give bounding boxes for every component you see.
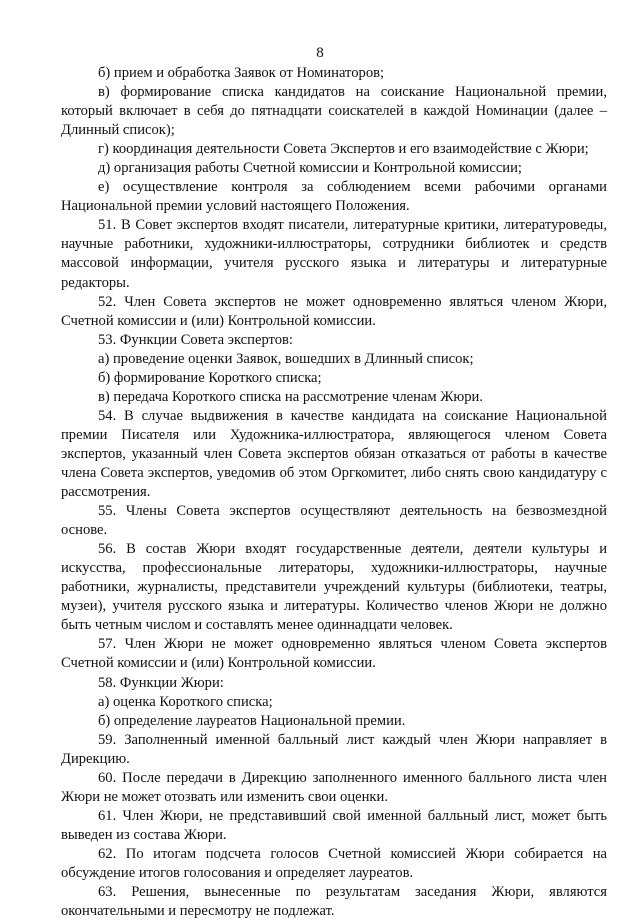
clause-53-b: б) формирование Короткого списка; bbox=[98, 369, 322, 386]
clause-58-b: б) определение лауреатов Национальной премии. bbox=[98, 712, 406, 729]
document-body bbox=[61, 64, 607, 921]
paragraph-g-coordination: г) координация деятельности Совета Экспертов и его взаимодействие с Жюри; bbox=[98, 141, 589, 158]
clause-53: 53. Функции Совета экспертов: bbox=[98, 331, 293, 348]
clause-56: 56. В состав Жюри входят государственные деятели, деятели культуры и искусства, профессиональные литераторы, художники-иллюстраторы, научные работники, журналисты, представители учреждений культуры (библиотеки, театры, музеи), учителя русского языка и литературы. Количество членов Жюри не должно быть четным числом и составлять менее одиннадцати человек. bbox=[61, 541, 607, 634]
paragraph-e-control: е) осуществление контроля за соблюдением всеми рабочими органами Национальной премии условий настоящего Положения. bbox=[61, 179, 607, 215]
clause-59: 59. Заполненный именной балльный лист каждый член Жюри направляет в Дирекцию. bbox=[61, 731, 607, 767]
clause-52: 52. Член Совета экспертов не может одновременно являться членом Жюри, Счетной комиссии и (или) Контрольной комиссии. bbox=[61, 293, 607, 329]
clause-51: 51. В Совет экспертов входят писатели, литературные критики, литературоведы, научные работники, художники-иллюстраторы, сотрудники библиотек и средств массовой информации, учителя русского языка и литературы и литературные редакторы. bbox=[61, 217, 607, 291]
clause-53-a: а) проведение оценки Заявок, вошедших в Длинный список; bbox=[98, 350, 474, 367]
clause-63: 63. Решения, вынесенные по результатам заседания Жюри, являются окончательными и пересмотру не подлежат. bbox=[61, 884, 607, 920]
clause-57: 57. Член Жюри не может одновременно являться членом Совета экспертов Счетной комиссии и (или) Контрольной комиссии. bbox=[61, 636, 607, 672]
clause-61: 61. Член Жюри, не представивший свой именной балльный лист, может быть выведен из состава Жюри. bbox=[61, 807, 607, 843]
clause-54: 54. В случае выдвижения в качестве кандидата на соискание Национальной премии Писателя или Художника-иллюстратора, являющегося членом Совета экспертов, указанный член Совета экспертов обязан отказаться от работы в качестве члена Совета экспертов, уведомив об этом Оргкомитет, либо снять свою кандидатуру с рассмотрения. bbox=[61, 407, 607, 501]
clause-58-a: а) оценка Короткого списка; bbox=[98, 693, 273, 710]
page-number: 8 bbox=[316, 45, 324, 61]
clause-53-v: в) передача Короткого списка на рассмотрение членам Жюри. bbox=[98, 388, 484, 405]
paragraph-b-receipt: б) прием и обработка Заявок от Номинаторов; bbox=[98, 65, 385, 81]
paragraph-v-long-list: в) формирование списка кандидатов на соискание Национальной премии, который включает в себя до пятнадцати соискателей в каждой Номинации (далее – Длинный список); bbox=[61, 84, 607, 139]
clause-60: 60. После передачи в Дирекцию заполненного именного балльного листа член Жюри не может отозвать или изменить свои оценки. bbox=[61, 769, 607, 805]
clause-62: 62. По итогам подсчета голосов Счетной комиссией Жюри собирается на обсуждение итогов голосования и определяет лауреатов. bbox=[61, 845, 607, 881]
paragraph-d-organization: д) организация работы Счетной комиссии и Контрольной комиссии; bbox=[98, 160, 522, 177]
clause-58: 58. Функции Жюри: bbox=[98, 674, 224, 691]
clause-55: 55. Члены Совета экспертов осуществляют деятельность на безвозмездной основе. bbox=[61, 503, 607, 539]
